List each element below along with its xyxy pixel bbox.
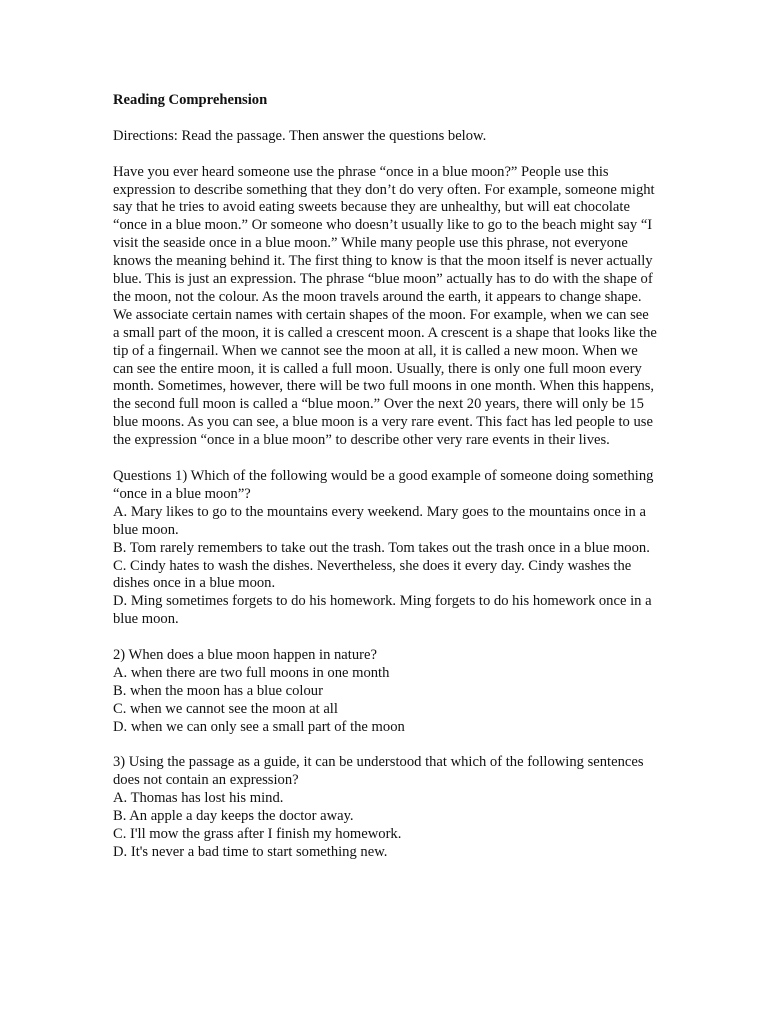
reading-passage: Have you ever heard someone use the phrase “once in a blue moon?” People use this expression to describe something that they don’t do very often. For example, someone might say that he tries to avoid eating sweets because they are unhealthy, but will eat chocolate “once in a blue moon.” Or someone who doesn’t usually like to go to the beach might say “I visit the seaside once in a blue moon.” While many people use this phrase, not everyone knows the meaning behind it. The first thing to know is that the moon itself is never actually blue. This is just an expression. The phrase “blue moon” actually has to do with the shape of the moon, not the colour. As the moon travels around the earth, it appears to change shape. We associate certain names with certain shapes of the moon. For example, when we can see a small part of the moon, it is called a crescent moon. A crescent is a shape that looks like the tip of a fingernail. When we cannot see the moon at all, it is called a new moon. When we can see the entire moon, it is called a full moon. Usually, there is only one full moon every month. Sometimes, however, there will be two full moons in one month. When this happens, the second full moon is called a “blue moon.” Over the next 20 years, there will only be 15 blue moons. As you can see, a blue moon is a very rare event. This fact has led people to use the expression “once in a blue moon” to describe other very rare events in their lives. <box>113 163 657 449</box>
answer-option: D. Ming sometimes forgets to do his homework. Ming forgets to do his homework once in a blue moon. <box>113 593 652 628</box>
question-prompt: Questions 1) Which of the following would be a good example of someone doing something “once in a blue moon”? <box>113 467 654 502</box>
answer-option: C. when we cannot see the moon at all <box>113 700 338 717</box>
answer-option: A. Thomas has lost his mind. <box>113 790 284 807</box>
question-prompt: 3) Using the passage as a guide, it can be understood that which of the following sentences does not contain an expression? <box>113 754 644 789</box>
answer-option: B. when the moon has a blue colour <box>113 682 323 699</box>
answer-option: A. Mary likes to go to the mountains every weekend. Mary goes to the mountains once in a blue moon. <box>113 503 646 538</box>
answer-option: C. Cindy hates to wash the dishes. Nevertheless, she does it every day. Cindy washes the dishes once in a blue moon. <box>113 557 632 592</box>
answer-option: D. when we can only see a small part of the moon <box>113 718 405 735</box>
answer-option: D. It's never a bad time to start something new. <box>113 843 388 860</box>
question-2 <box>113 647 658 737</box>
directions-text: Directions: Read the passage. Then answer the questions below. <box>113 127 487 144</box>
answer-option: B. Tom rarely remembers to take out the trash. Tom takes out the trash once in a blue moon. <box>113 539 650 556</box>
question-3 <box>113 754 658 861</box>
answer-option: C. I'll mow the grass after I finish my homework. <box>113 826 402 843</box>
question-1 <box>113 468 658 629</box>
answer-option: A. when there are two full moons in one month <box>113 664 390 681</box>
worksheet-page <box>113 92 658 880</box>
page-title: Reading Comprehension <box>113 92 268 108</box>
answer-option: B. An apple a day keeps the doctor away. <box>113 808 354 825</box>
question-prompt: 2) When does a blue moon happen in nature? <box>113 647 377 664</box>
